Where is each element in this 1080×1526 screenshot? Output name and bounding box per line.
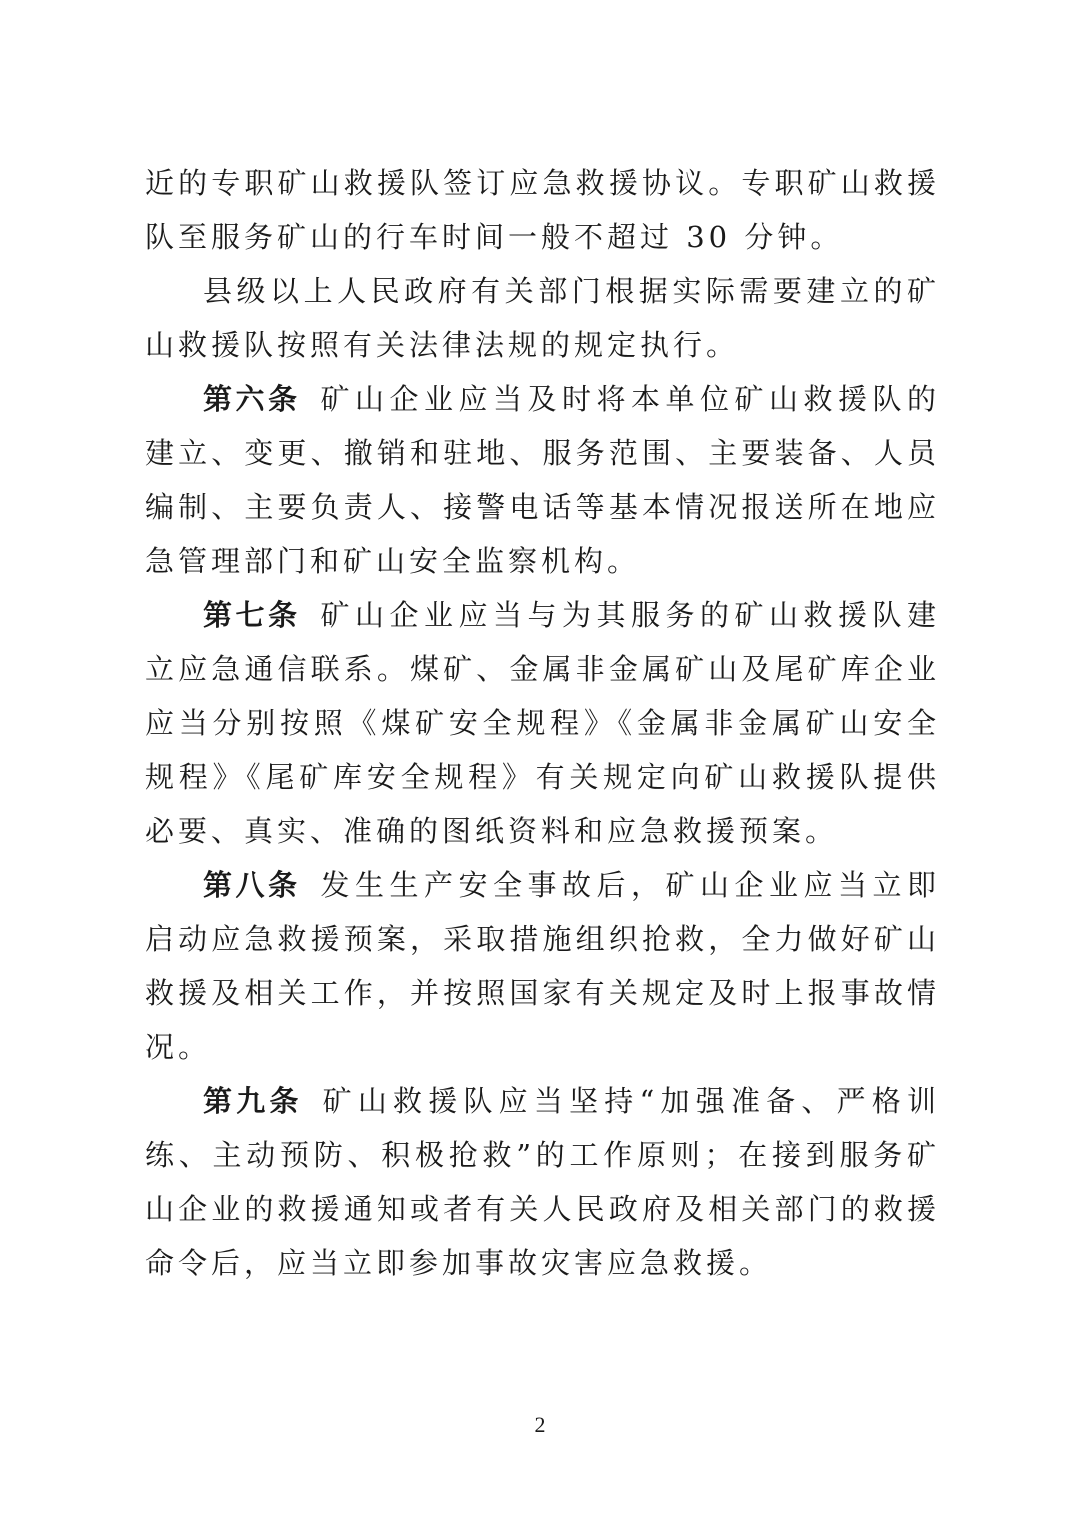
document-body bbox=[145, 156, 940, 1290]
article-number: 第九条 bbox=[203, 1084, 303, 1118]
paragraph-continuation bbox=[145, 156, 940, 264]
paragraph-text: 矿山企业应当及时将本单位矿山救援队的建立、变更、撤销和驻地、服务范围、主要装备、人员编制、主要负责人、接警电话等基本情况报送所在地应急管理部门和矿山安全监察机构。 bbox=[145, 382, 940, 578]
paragraph-text: 县级以上人民政府有关部门根据实际需要建立的矿山救援队按照有关法律法规的规定执行。 bbox=[145, 274, 940, 362]
article-number: 第八条 bbox=[203, 868, 301, 902]
paragraph-text: 矿山企业应当与为其服务的矿山救援队建立应急通信联系。煤矿、金属非金属矿山及尾矿库企业应当分别按照《煤矿安全规程》《金属非金属矿山安全规程》《尾矿库安全规程》有关规定向矿山救援队提供必要、真实、准确的图纸资料和应急救援预案。 bbox=[145, 598, 940, 848]
article-number: 第六条 bbox=[203, 382, 301, 416]
paragraph-article-8 bbox=[145, 858, 940, 1074]
paragraph-text: 近的专职矿山救援队签订应急救援协议。专职矿山救援队至服务矿山的行车时间一般不超过 30 分钟。 bbox=[145, 166, 940, 254]
paragraph-text: 发生生产安全事故后，矿山企业应当立即启动应急救援预案，采取措施组织抢救，全力做好矿山救援及相关工作，并按照国家有关规定及时上报事故情况。 bbox=[145, 868, 940, 1064]
paragraph-article-9 bbox=[145, 1074, 940, 1290]
page-number: 2 bbox=[534, 1412, 546, 1437]
paragraph-county-level bbox=[145, 264, 940, 372]
article-number: 第七条 bbox=[203, 598, 301, 632]
paragraph-article-7 bbox=[145, 588, 940, 858]
paragraph-text: 矿山救援队应当坚持“加强准备、严格训练、主动预防、积极抢救”的工作原则；在接到服务矿山企业的救援通知或者有关人民政府及相关部门的救援命令后，应当立即参加事故灾害应急救援。 bbox=[145, 1084, 940, 1280]
paragraph-article-6 bbox=[145, 372, 940, 588]
